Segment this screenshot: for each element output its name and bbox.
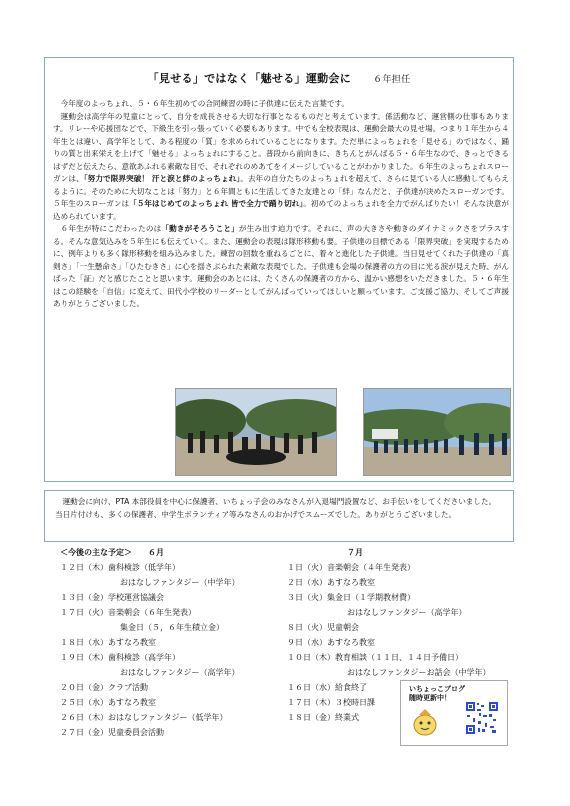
schedule-header: ＜今後の主な予定＞ ６月 (60, 548, 164, 557)
article-box (44, 57, 514, 482)
july-item: １７日（木）３校時日課 (287, 698, 375, 707)
july-item: １８日（金）終業式 (287, 713, 359, 722)
july-item: おはなしファンタジー（高学年） (347, 608, 467, 617)
thanks-notice (44, 490, 514, 542)
june-item: １３日（金）学校運営協議会 (60, 593, 164, 602)
june-item: ２５日（水）あすなろ教室 (60, 698, 156, 707)
blog-box[interactable] (400, 680, 508, 746)
photo-group-pose (175, 388, 337, 476)
july-item: １日（火）音楽朝会（４年生発表） (287, 563, 415, 572)
title-text: 「見せる」ではなく「魅せる」運動会に (147, 72, 352, 85)
photo-line-dance (363, 388, 511, 476)
schedule-june (60, 545, 280, 740)
july-item: ３日（火）集金日（１学期教材費） (287, 593, 415, 602)
blog-title: いちょっこブログ 随時更新中！ (409, 685, 465, 702)
june-item: おはなしファンタジー（高学年） (120, 668, 240, 677)
june-item: ２７日（金）児童委員会活動 (60, 728, 164, 737)
july-label: ７月 (347, 548, 363, 557)
july-item: １０日（木）教育相談（１１日、１４日予備日） (287, 653, 463, 662)
june-label: ６月 (148, 548, 164, 557)
june-item: ２６日（木）おはなしファンタジー（低学年） (60, 713, 228, 722)
paragraph-2: 運動会は高学年の児童にとって、自分を成長させる大切な行事となるものだと考えています。係活動など、運営側の仕事もあります。リレーや応援団などで、下級生を引っ張っていく必要もあります。中でも全校表現は、運動会最大の見せ場。つまり１年生から４年生とは違い、高学年として、ある程度の「質」を求められていることになります。ただ単によっちょれを「見せる」のではなく、踊りの質と出来栄えを上げて「魅せる」よっちょれにすること。普段から前向きに、きちんとがんばる５・６年生なので、きっとできるはずだと伝えたら、意欲あふれる素敵な目で、それぞれのめあてをイメージしていることがわかりました。６年生のよっちょれスローガンは、「努力で限界突破！ 汗と涙と絆のよっちょれ」。去年の自分たちのよっちょれを超えて、さらに見ている人に感動してもらえるように。そのために大切なことは「努力」と６年間ともに生活してきた友達との「絆」なんだと、子供達が決めたスローガンです。５年生のスローガンは「５年はじめてのよっちょれ 皆で全力で踊り切れ」。初めてのよっちょれを全力でがんばりたい！そんな決意が込められています。 (53, 111, 510, 221)
mascot-icon (411, 707, 439, 737)
july-item: ２日（水）あすなろ教室 (287, 578, 375, 587)
june-item: １７日（火）音楽朝会（６年生発表） (60, 608, 196, 617)
june-item: ２０日（金）クラブ活動 (60, 683, 148, 692)
paragraph-1: 今年度のよっちょれ、５・６年生初めての合同練習の時に子供達に伝えた言葉です。 (60, 99, 349, 108)
july-item: １６日（水）給食終了 (287, 683, 367, 692)
emphasis-movement: 「動きがそろうこと」 (161, 224, 239, 233)
july-item: ８日（火）児童朝会 (287, 623, 359, 632)
june-item: １２日（木）歯科検診（低学年） (60, 563, 180, 572)
article-body (53, 98, 509, 311)
june-item: おはなしファンタジー（中学年） (120, 578, 240, 587)
slogan-6th: 「努力で限界突破！ 汗と涙と絆のよっちょれ」 (83, 174, 241, 183)
paragraph-3: ６年生が特にこだわったのは「動きがそろうこと」が生み出す迫力です。それに、声の大きさや動きのダイナミックさをプラスする。そんな意気込みを５年生にも伝えていく。また、運動会の表現は隊形移動も要。子供達の目標である「限界突破」を実現するために、例年よりも多く隊形移動を組み込みました。練習の回数を重ねるごとに、着々と進化した子供達。当日見せてくれた子供達の「真剣さ」「一生懸命さ」「ひたむきさ」に心を揺さぶられた素敵な表現でした。子供達も会場の保護者の方の目に光る涙が見えた時、がんばった「証」だと感じたことと思います。運動会のあとには、たくさんの保護者の方から、温かい感想をいただきました。５・６年生はこの経験を「自信」に変えて、田代小学校のリーダーとしてがんばっていってほしいと願っています。ご支援ご協力、そしてご声援ありがとうございました。 (53, 224, 509, 308)
july-item: ９日（水）あすなろ教室 (287, 638, 375, 647)
june-item: １８日（水）あすなろ教室 (60, 638, 156, 647)
july-item: おはなしファンタジーお話会（中学年） (347, 668, 491, 677)
june-item: 集金日（５，６年生積立金） (120, 623, 224, 632)
article-title (45, 70, 513, 86)
qr-code-icon[interactable] (465, 701, 499, 735)
slogan-5th: 「５年はじめてのよっちょれ 皆で全力で踊り切れ」 (129, 199, 304, 208)
author: ６年担任 (373, 75, 411, 85)
june-item: １９日（木）歯科検診（高学年） (60, 653, 180, 662)
notice-text: 運動会に向け、PTA 本部役員を中心に保護者、いちょっ子会のみなさんが入退場門設置など、お手伝いをしてくださいました。当日片付けも、多くの保護者、中学生ボランティア等みなさんのおかげでスムーズでした。ありがとうございました。 (55, 497, 497, 519)
